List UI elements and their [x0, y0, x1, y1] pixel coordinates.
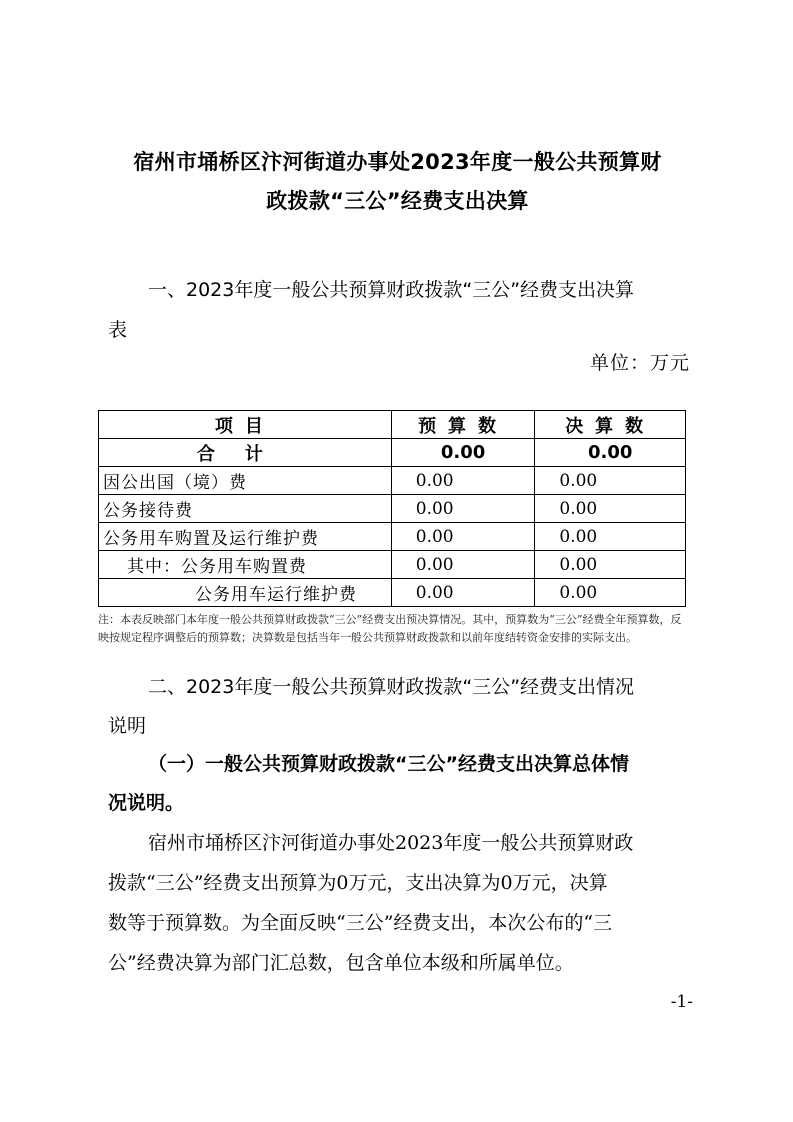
- row-name: 公务用车运行维护费: [99, 579, 392, 607]
- row-budget: 0.00: [391, 579, 535, 607]
- total-final: 0.00: [535, 439, 686, 467]
- document-title: [95, 143, 700, 221]
- table-row: [99, 523, 686, 551]
- row-budget: 0.00: [391, 495, 535, 523]
- row-name: 其中：公务用车购置费: [99, 551, 392, 579]
- row-final: 0.00: [535, 467, 686, 495]
- paragraph-line-1: 宿州市埇桥区汴河街道办事处2023年度一般公共预算财政: [148, 832, 634, 854]
- paragraph-line-3: 数等于预算数。为全面反映“三公”经费支出，本次公布的“三: [108, 912, 613, 934]
- title-line-2: 政拨款“三公”经费支出决算: [266, 189, 529, 213]
- three-public-expenses-table: [98, 410, 686, 607]
- table-total-row: [99, 439, 686, 467]
- table-header-row: [99, 411, 686, 439]
- section-1-line-1: 一、2023年度一般公共预算财政拨款“三公”经费支出决算: [148, 279, 635, 301]
- table-row: [99, 495, 686, 523]
- table-note: 注：本表反映部门本年度一般公共预算财政拨款“三公”经费支出预决算情况。其中，预算数为“三公”经费全年预算数，反映按规定程序调整后的预算数；决算数是包括当年一般公共预算财政拨款和以前年度结转资金安排的实际支出。: [98, 613, 682, 644]
- summary-paragraph: [108, 823, 692, 983]
- row-name: 公务用车购置及运行维护费: [99, 523, 392, 551]
- section-1-line-2: 表: [108, 319, 128, 341]
- row-final: 0.00: [535, 523, 686, 551]
- title-line-1: 宿州市埇桥区汴河街道办事处2023年度一般公共预算财: [133, 150, 662, 174]
- row-budget: 0.00: [391, 551, 535, 579]
- paragraph-line-4: 公”经费决算为部门汇总数，包含单位本级和所属单位。: [108, 952, 574, 974]
- section-2-line-2: 说明: [108, 715, 147, 737]
- section-1-heading: [108, 270, 692, 350]
- total-budget: 0.00: [391, 439, 535, 467]
- table-row: [99, 467, 686, 495]
- section-2-line-1: 二、2023年度一般公共预算财政拨款“三公”经费支出情况: [148, 676, 635, 698]
- total-label: 合计: [99, 439, 392, 467]
- row-budget: 0.00: [391, 523, 535, 551]
- table-row: [99, 551, 686, 579]
- unit-label: 单位：万元: [589, 352, 690, 374]
- paragraph-line-2: 拨款“三公”经费支出预算为0万元，支出决算为0万元，决算: [108, 872, 608, 894]
- header-final: 决算数: [535, 411, 686, 439]
- subsection-1-line-2: 况说明。: [108, 792, 185, 814]
- table-row: [99, 579, 686, 607]
- row-final: 0.00: [535, 579, 686, 607]
- row-name: 因公出国（境）费: [99, 467, 392, 495]
- section-2-heading: [108, 668, 692, 746]
- header-budget: 预算数: [391, 411, 535, 439]
- row-name: 公务接待费: [99, 495, 392, 523]
- row-final: 0.00: [535, 495, 686, 523]
- subsection-1-heading: [108, 745, 692, 823]
- page-number: -1-: [670, 992, 693, 1012]
- header-item: 项目: [99, 411, 392, 439]
- row-budget: 0.00: [391, 467, 535, 495]
- row-final: 0.00: [535, 551, 686, 579]
- subsection-1-line-1: （一）一般公共预算财政拨款“三公”经费支出决算总体情: [148, 753, 629, 775]
